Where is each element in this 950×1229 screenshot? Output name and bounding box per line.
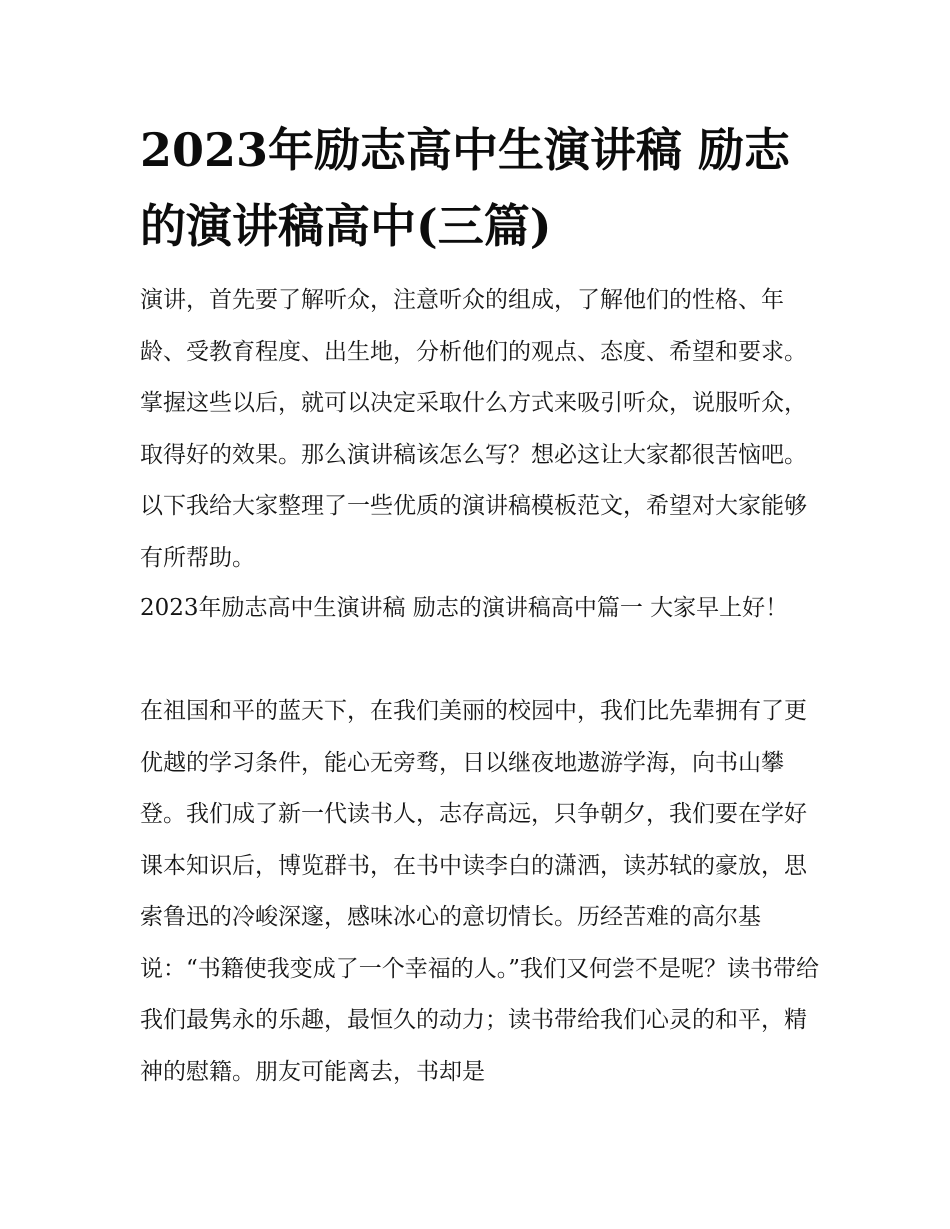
intro-paragraph: 演讲，首先要了解听众，注意听众的组成，了解他们的性格、年龄、受教育程度、出生地，分析他们的观点、态度、希望和要求。掌握这些以后，就可以决定采取什么方式来吸引听众，说服听众，取得好的效果。那么演讲稿该怎么写？想必这让大家都很苦恼吧。以下我给大家整理了一些优质的演讲稿模板范文，希望对大家能够有所帮助。 (140, 287, 807, 571)
document-title: 2023年励志高中生演讲稿 励志的演讲稿高中(三篇) (140, 123, 791, 253)
section-heading: 2023年励志高中生演讲稿 励志的演讲稿高中篇一 大家早上好！ (140, 595, 789, 621)
body-paragraph: 在祖国和平的蓝天下，在我们美丽的校园中，我们比先辈拥有了更优越的学习条件，能心无旁骛，日以继夜地遨游学海，向书山攀登。我们成了新一代读书人，志存高远，只争朝夕，我们要在学好课本知识后，博览群书，在书中读李白的潇洒，读苏轼的豪放，思索鲁迅的冷峻深邃，感味冰心的意切情长。历经苦难的高尔基说：“书籍使我变成了一个幸福的人。”我们又何尝不是呢？读书带给我们最隽永的乐趣，最恒久的动力；读书带给我们心灵的和平，精神的慰籍。朋友可能离去，书却是 (140, 698, 820, 1085)
